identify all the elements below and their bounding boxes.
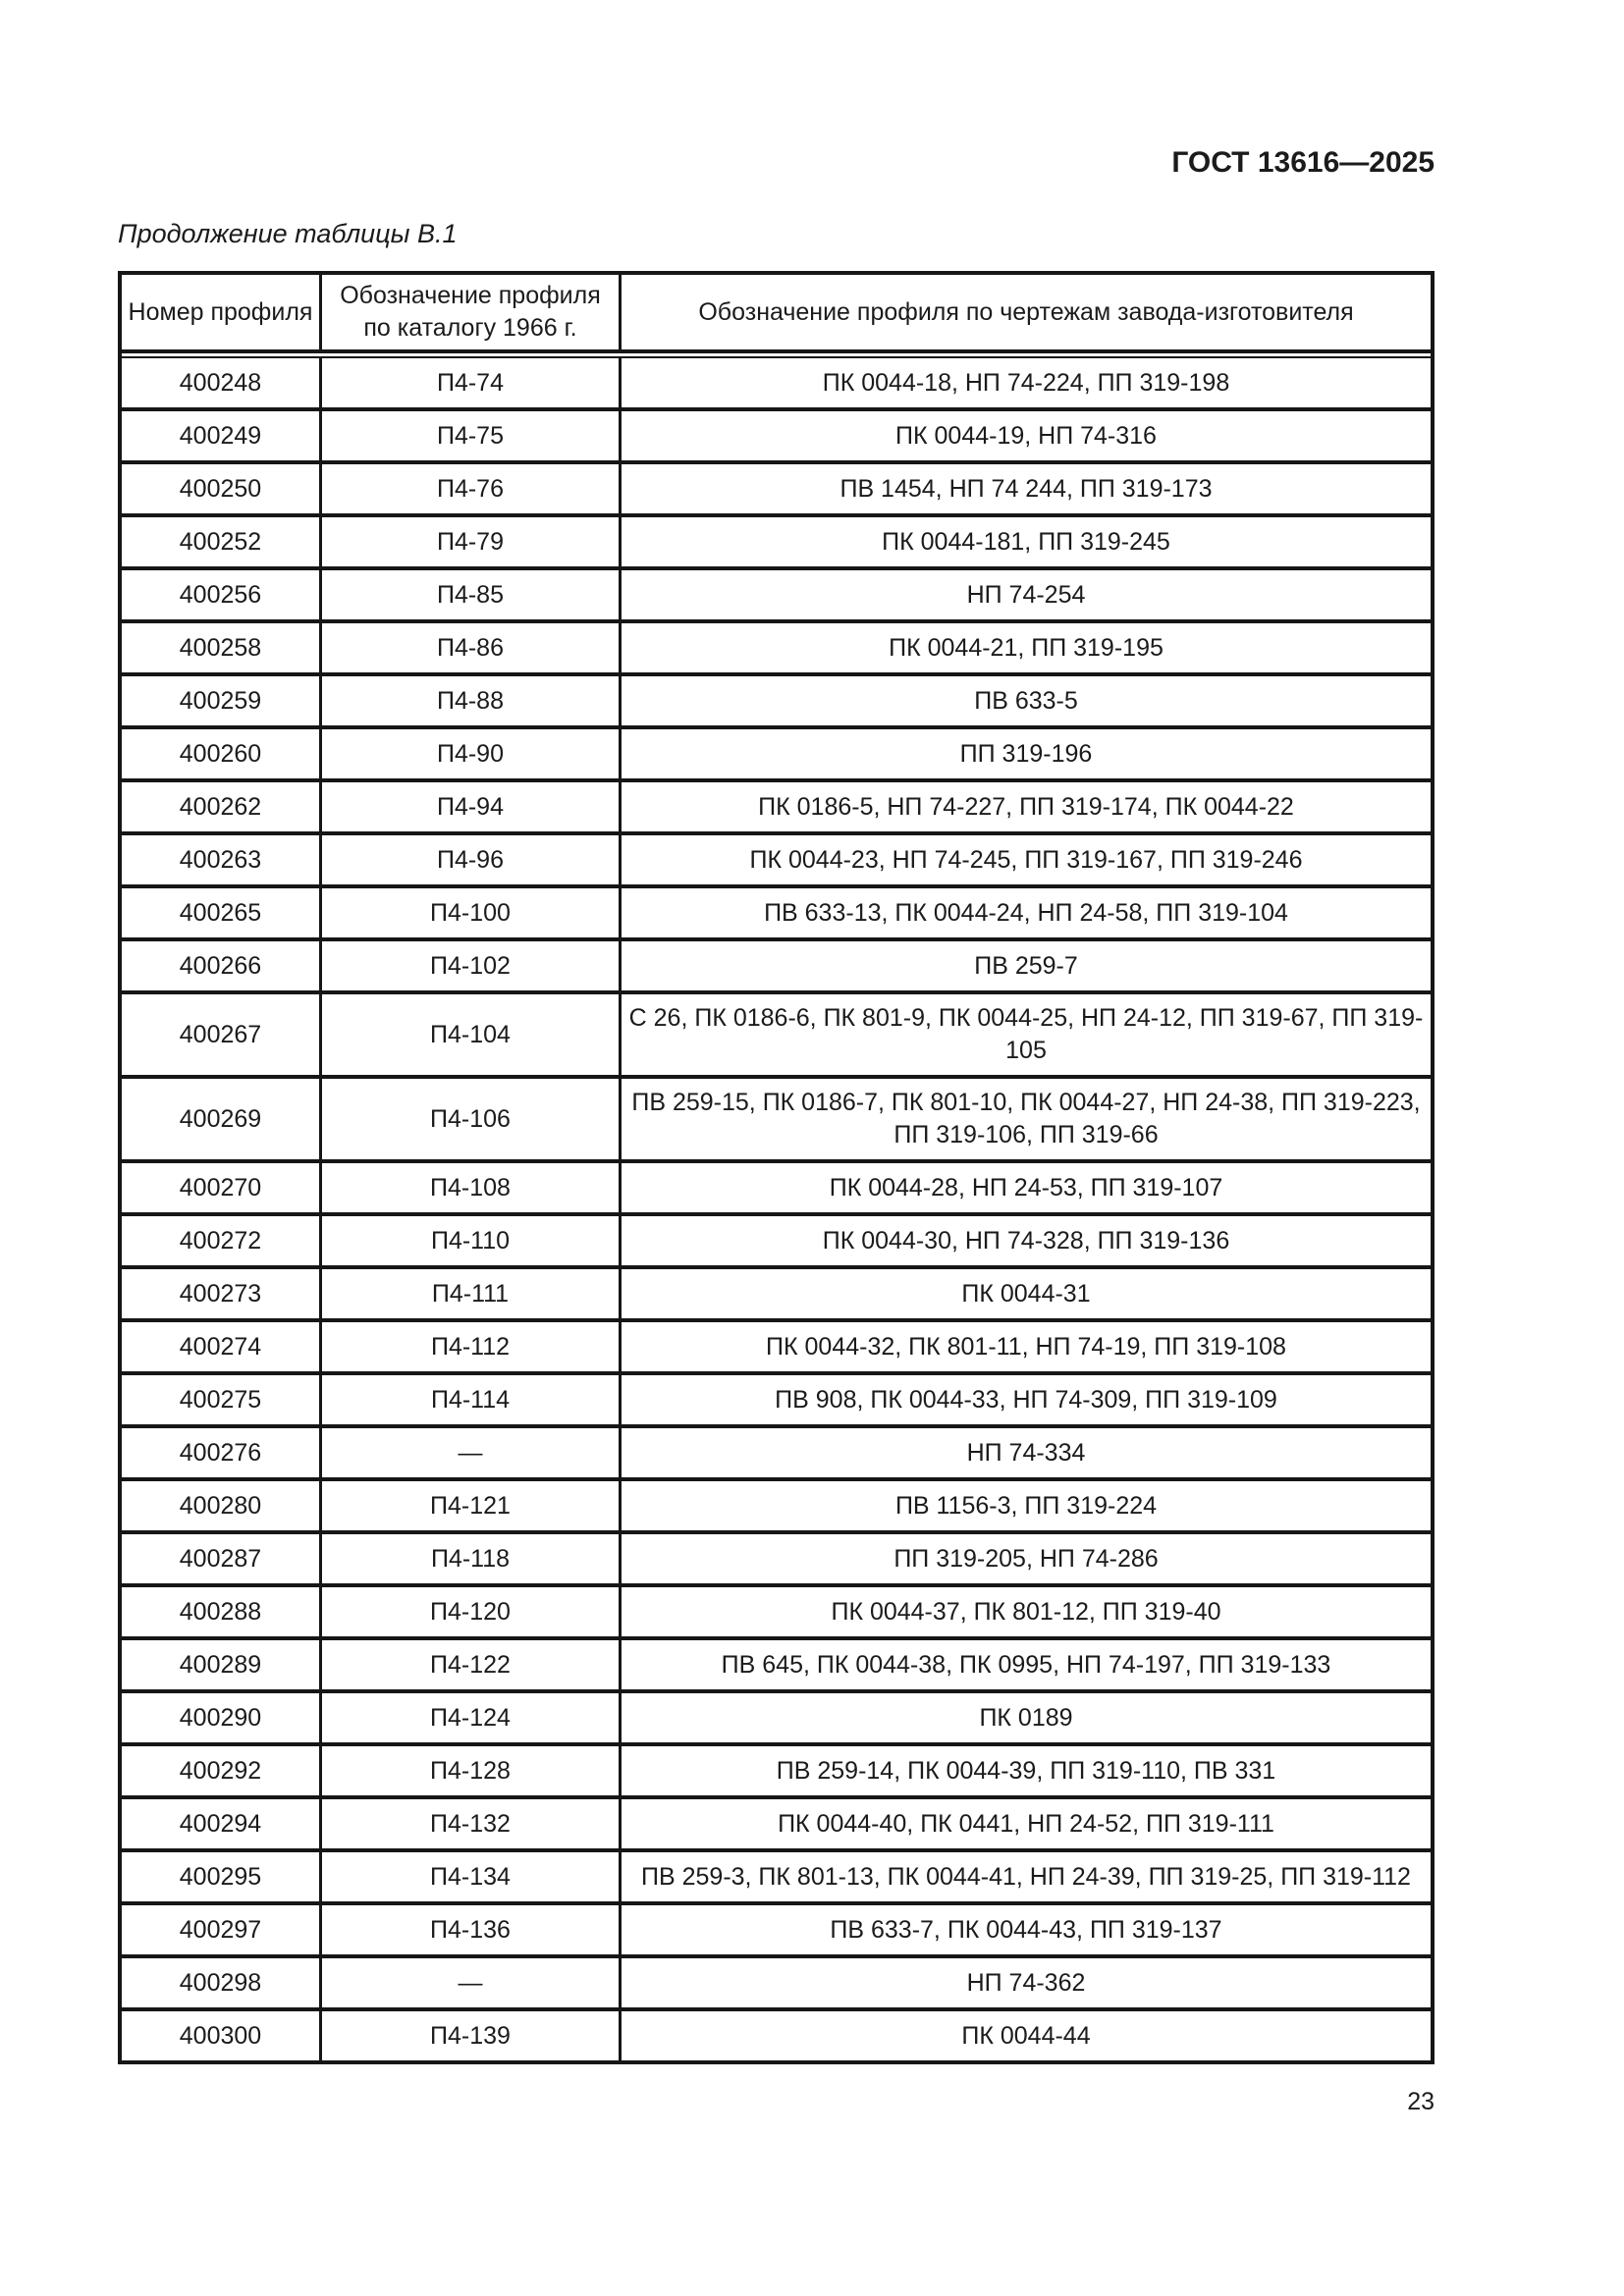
cell-manufacturer-designation: ПК 0044-19, НП 74-316 [895, 421, 1157, 450]
cell-manufacturer-designation: ПВ 1156-3, ПП 319-224 [894, 1491, 1158, 1520]
cell-profile-number: 400249 [122, 411, 322, 460]
cell-manufacturer-designation: ПВ 1454, НП 74 244, ПП 319-173 [839, 474, 1213, 503]
cell-manufacturer-designation: ПВ 633-7, ПК 0044-43, ПП 319-137 [830, 1915, 1222, 1944]
table-row [122, 619, 1431, 672]
cell-manufacturer-designation: ПВ 633-13, ПК 0044-24, НП 24-58, ПП 319-104 [764, 898, 1288, 927]
table-row [122, 358, 1431, 407]
cell-manufacturer-designation: ПВ 259-14, ПК 0044-39, ПП 319-110, ПВ 331 [776, 1756, 1276, 1785]
cell-catalog-designation: П4-74 [322, 358, 622, 407]
cell-manufacturer-designation: ПВ 645, ПК 0044-38, ПК 0995, НП 74-197, ПП 319-133 [721, 1650, 1331, 1679]
cell-catalog-designation: П4-88 [322, 676, 622, 725]
table-row [122, 725, 1431, 778]
cell-manufacturer-designation: ПК 0044-30, НП 74-328, ПП 319-136 [822, 1226, 1230, 1255]
cell-manufacturer-designation: ПП 319-196 [959, 739, 1093, 768]
cell-profile-number: 400292 [122, 1746, 322, 1795]
cell-manufacturer-designation: ПК 0044-21, ПП 319-195 [889, 633, 1164, 662]
cell-catalog-designation: П4-110 [322, 1216, 622, 1265]
table-row [122, 990, 1431, 1075]
cell-profile-number: 400248 [122, 358, 322, 407]
cell-profile-number: 400258 [122, 623, 322, 672]
cell-catalog-designation: П4-136 [322, 1905, 622, 1954]
cell-catalog-designation: П4-124 [322, 1693, 622, 1742]
cell-profile-number: 400290 [122, 1693, 322, 1742]
table-caption: Продолжение таблицы В.1 [118, 219, 458, 248]
table-row [122, 1901, 1431, 1954]
table-body [122, 356, 1431, 2060]
cell-manufacturer-designation: ПВ 259-7 [974, 951, 1078, 980]
cell-catalog-designation: П4-86 [322, 623, 622, 672]
cell-profile-number: 400266 [122, 941, 322, 990]
cell-catalog-designation: П4-128 [322, 1746, 622, 1795]
cell-catalog-designation: — [322, 1958, 622, 2007]
cell-manufacturer-designation: ПК 0189 [979, 1703, 1073, 1732]
cell-manufacturer-designation: ПК 0044-37, ПК 801-12, ПП 319-40 [831, 1597, 1221, 1626]
cell-manufacturer-designation: ПП 319-205, НП 74-286 [893, 1544, 1159, 1573]
table-row [122, 1795, 1431, 1848]
cell-profile-number: 400280 [122, 1481, 322, 1530]
profiles-table [118, 271, 1435, 2064]
table-row [122, 1742, 1431, 1795]
cell-catalog-designation: П4-100 [322, 888, 622, 937]
cell-manufacturer-designation: НП 74-334 [966, 1438, 1086, 1467]
table-row [122, 1159, 1431, 1212]
cell-manufacturer-designation: ПВ 908, ПК 0044-33, НП 74-309, ПП 319-109 [775, 1385, 1277, 1414]
table-row [122, 1848, 1431, 1901]
cell-manufacturer-designation: ПК 0044-23, НП 74-245, ПП 319-167, ПП 319-246 [749, 845, 1303, 874]
cell-manufacturer-designation: ПК 0186-5, НП 74-227, ПП 319-174, ПК 0044-22 [758, 792, 1294, 821]
cell-profile-number: 400252 [122, 517, 322, 566]
table-row [122, 1689, 1431, 1742]
cell-profile-number: 400270 [122, 1163, 322, 1212]
cell-profile-number: 400262 [122, 782, 322, 831]
cell-profile-number: 400260 [122, 729, 322, 778]
table-row [122, 460, 1431, 513]
table-row [122, 513, 1431, 566]
table-row [122, 1265, 1431, 1318]
table-row [122, 1424, 1431, 1477]
table-row [122, 778, 1431, 831]
table-header-row [122, 275, 1431, 353]
cell-manufacturer-designation: НП 74-362 [966, 1968, 1086, 1997]
cell-profile-number: 400267 [122, 994, 322, 1075]
table-row [122, 1371, 1431, 1424]
cell-manufacturer-designation: ПВ 259-15, ПК 0186-7, ПК 801-10, ПК 0044-27, НП 24-38, ПП 319-223, ПП 319-106, ПП 319-66 [631, 1089, 1421, 1148]
cell-catalog-designation: П4-122 [322, 1640, 622, 1689]
cell-profile-number: 400275 [122, 1375, 322, 1424]
cell-catalog-designation: П4-139 [322, 2011, 622, 2060]
column-header-manufacturer-drawings: Обозначение профиля по чертежам завода-изготовителя [698, 297, 1354, 326]
cell-catalog-designation: П4-94 [322, 782, 622, 831]
cell-catalog-designation: П4-102 [322, 941, 622, 990]
cell-catalog-designation: П4-106 [322, 1079, 622, 1159]
document-code: ГОСТ 13616—2025 [1171, 146, 1435, 179]
column-header-catalog-1966: Обозначение профиля по каталогу 1966 г. [322, 275, 622, 349]
cell-profile-number: 400269 [122, 1079, 322, 1159]
cell-profile-number: 400250 [122, 464, 322, 513]
cell-profile-number: 400265 [122, 888, 322, 937]
cell-catalog-designation: П4-75 [322, 411, 622, 460]
cell-catalog-designation: — [322, 1428, 622, 1477]
cell-catalog-designation: П4-114 [322, 1375, 622, 1424]
cell-catalog-designation: П4-85 [322, 570, 622, 619]
page-number: 23 [1407, 2088, 1435, 2115]
cell-catalog-designation: П4-132 [322, 1799, 622, 1848]
table-row [122, 672, 1431, 725]
table-row [122, 407, 1431, 460]
cell-manufacturer-designation: ПК 0044-32, ПК 801-11, НП 74-19, ПП 319-108 [766, 1332, 1286, 1361]
table-row [122, 2007, 1431, 2060]
cell-profile-number: 400259 [122, 676, 322, 725]
cell-profile-number: 400288 [122, 1587, 322, 1636]
cell-profile-number: 400276 [122, 1428, 322, 1477]
cell-manufacturer-designation: ПК 0044-31 [961, 1279, 1091, 1308]
cell-profile-number: 400289 [122, 1640, 322, 1689]
cell-profile-number: 400273 [122, 1269, 322, 1318]
column-header-profile-number: Номер профиля [122, 275, 322, 349]
table-row [122, 1530, 1431, 1583]
cell-manufacturer-designation: ПК 0044-44 [961, 2021, 1091, 2050]
cell-catalog-designation: П4-104 [322, 994, 622, 1075]
cell-profile-number: 400300 [122, 2011, 322, 2060]
table-row [122, 1318, 1431, 1371]
cell-manufacturer-designation: ПК 0044-18, НП 74-224, ПП 319-198 [822, 368, 1230, 397]
table-row [122, 937, 1431, 990]
cell-manufacturer-designation: ПК 0044-40, ПК 0441, НП 24-52, ПП 319-111 [778, 1809, 1274, 1838]
cell-catalog-designation: П4-112 [322, 1322, 622, 1371]
cell-manufacturer-designation: ПВ 259-3, ПК 801-13, ПК 0044-41, НП 24-39, ПП 319-25, ПП 319-112 [641, 1862, 1411, 1891]
cell-profile-number: 400272 [122, 1216, 322, 1265]
cell-catalog-designation: П4-120 [322, 1587, 622, 1636]
cell-profile-number: 400263 [122, 835, 322, 884]
cell-profile-number: 400274 [122, 1322, 322, 1371]
table-row [122, 1954, 1431, 2007]
cell-profile-number: 400256 [122, 570, 322, 619]
cell-profile-number: 400295 [122, 1852, 322, 1901]
table-row [122, 831, 1431, 884]
cell-catalog-designation: П4-96 [322, 835, 622, 884]
cell-catalog-designation: П4-118 [322, 1534, 622, 1583]
cell-manufacturer-designation: ПВ 633-5 [974, 686, 1078, 715]
cell-profile-number: 400298 [122, 1958, 322, 2007]
cell-catalog-designation: П4-76 [322, 464, 622, 513]
cell-catalog-designation: П4-79 [322, 517, 622, 566]
cell-catalog-designation: П4-90 [322, 729, 622, 778]
table-row [122, 884, 1431, 937]
table-row [122, 1636, 1431, 1689]
cell-profile-number: 400297 [122, 1905, 322, 1954]
cell-profile-number: 400294 [122, 1799, 322, 1848]
table-row [122, 1477, 1431, 1530]
cell-manufacturer-designation: ПК 0044-28, НП 24-53, ПП 319-107 [829, 1173, 1223, 1201]
table-row [122, 1583, 1431, 1636]
table-row [122, 566, 1431, 619]
table-row [122, 1212, 1431, 1265]
cell-catalog-designation: П4-108 [322, 1163, 622, 1212]
cell-catalog-designation: П4-111 [322, 1269, 622, 1318]
cell-profile-number: 400287 [122, 1534, 322, 1583]
cell-manufacturer-designation: ПК 0044-181, ПП 319-245 [882, 527, 1170, 556]
cell-manufacturer-designation: НП 74-254 [966, 580, 1086, 609]
cell-catalog-designation: П4-121 [322, 1481, 622, 1530]
cell-manufacturer-designation: С 26, ПК 0186-6, ПК 801-9, ПК 0044-25, НП 24-12, ПП 319-67, ПП 319-105 [628, 1004, 1424, 1064]
table-row [122, 1075, 1431, 1159]
cell-catalog-designation: П4-134 [322, 1852, 622, 1901]
